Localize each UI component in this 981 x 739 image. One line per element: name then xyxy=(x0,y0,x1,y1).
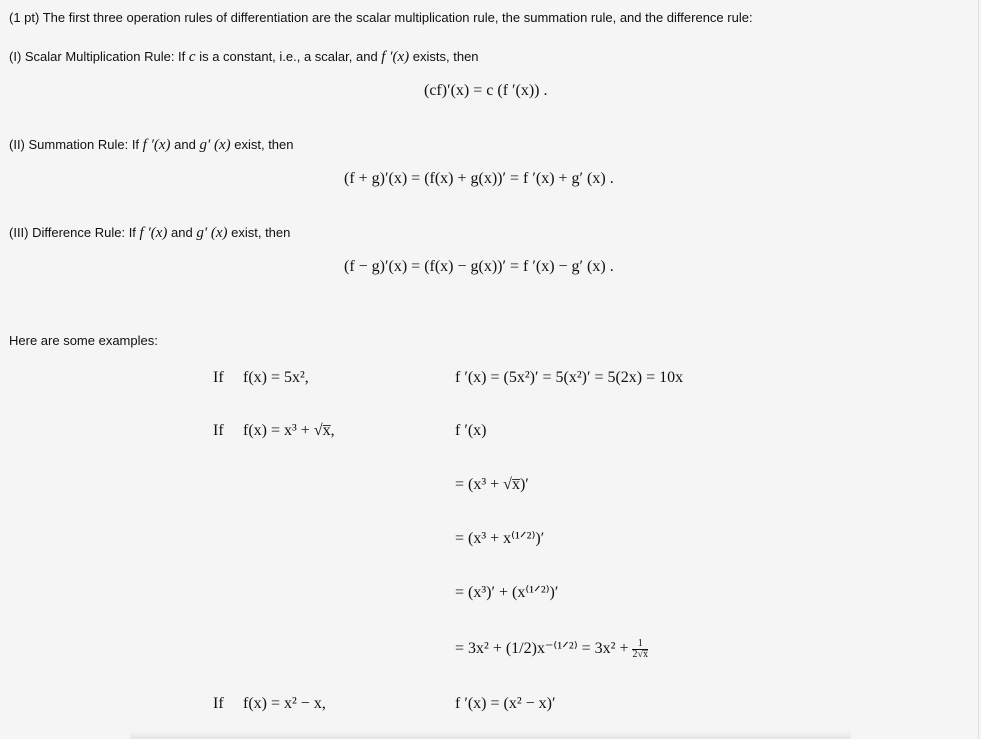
example2-step: f ′(x) xyxy=(455,422,487,439)
rule3-cond1: f ′(x) xyxy=(139,225,168,241)
rule1-middle: is a constant, i.e., a scalar, and xyxy=(195,49,382,64)
rule1-var: c xyxy=(188,49,196,65)
rule1-cond: f ′(x) xyxy=(381,49,410,65)
rule3-prefix: (III) Difference Rule: If xyxy=(9,225,140,240)
example2-step: = (x³ + √x̅)′ xyxy=(455,476,529,493)
intro-text: (1 pt) The first three operation rules of differentiation are the scalar multiplication rule, the summation rule, and the difference rule: xyxy=(9,10,753,25)
fraction xyxy=(632,639,648,660)
rule3-suffix: exist, then xyxy=(227,225,291,240)
example1-if: If xyxy=(213,369,224,386)
rule1-suffix: exists, then xyxy=(409,49,479,64)
example3-step: f ′(x) = (x² − x)′ xyxy=(455,695,556,712)
page-edge-divider xyxy=(978,0,979,739)
rule1-prefix: (I) Scalar Multiplication Rule: If xyxy=(9,49,189,64)
rule3-statement xyxy=(9,225,290,242)
example2-if: If xyxy=(213,422,224,439)
rule2-prefix: (II) Summation Rule: If xyxy=(9,137,143,152)
rule2-formula: (f + g)′(x) = (f(x) + g(x))′ = f ′(x) + g′ (x) . xyxy=(344,170,614,187)
rule3-formula: (f − g)′(x) = (f(x) − g(x))′ = f ′(x) − g′ (x) . xyxy=(344,258,614,275)
fraction-denominator: 2√x̅ xyxy=(632,648,648,660)
fraction-numerator: 1 xyxy=(632,639,648,650)
example2-given: f(x) = x³ + √x̅, xyxy=(243,422,335,439)
example2-step: = (x³ + x⁽¹ᐟ²⁾)′ xyxy=(455,530,545,547)
rule2-cond2: g′ (x) xyxy=(199,137,231,153)
example1-given: f(x) = 5x², xyxy=(243,369,309,386)
rule2-and: and xyxy=(170,137,200,152)
rule2-suffix: exist, then xyxy=(230,137,294,152)
example1-step: f ′(x) = (5x²)′ = 5(x²)′ = 5(2x) = 10x xyxy=(455,369,684,386)
rule3-and: and xyxy=(167,225,197,240)
rule1-statement xyxy=(9,49,479,66)
example2-step-final xyxy=(455,638,648,660)
rule1-formula: (cf)′(x) = c (f ′(x)) . xyxy=(424,82,548,99)
example3-if: If xyxy=(213,695,224,712)
bottom-shadow xyxy=(130,731,851,739)
example2-step-text: = 3x² + (1/2)x⁻⁽¹ᐟ²⁾ = 3x² + xyxy=(455,640,633,657)
rule2-cond1: f ′(x) xyxy=(142,137,171,153)
rule2-statement xyxy=(9,137,294,154)
example2-step: = (x³)′ + (x⁽¹ᐟ²⁾)′ xyxy=(455,584,559,601)
examples-heading: Here are some examples: xyxy=(9,333,158,348)
example3-given: f(x) = x² − x, xyxy=(243,695,326,712)
rule3-cond2: g′ (x) xyxy=(196,225,228,241)
